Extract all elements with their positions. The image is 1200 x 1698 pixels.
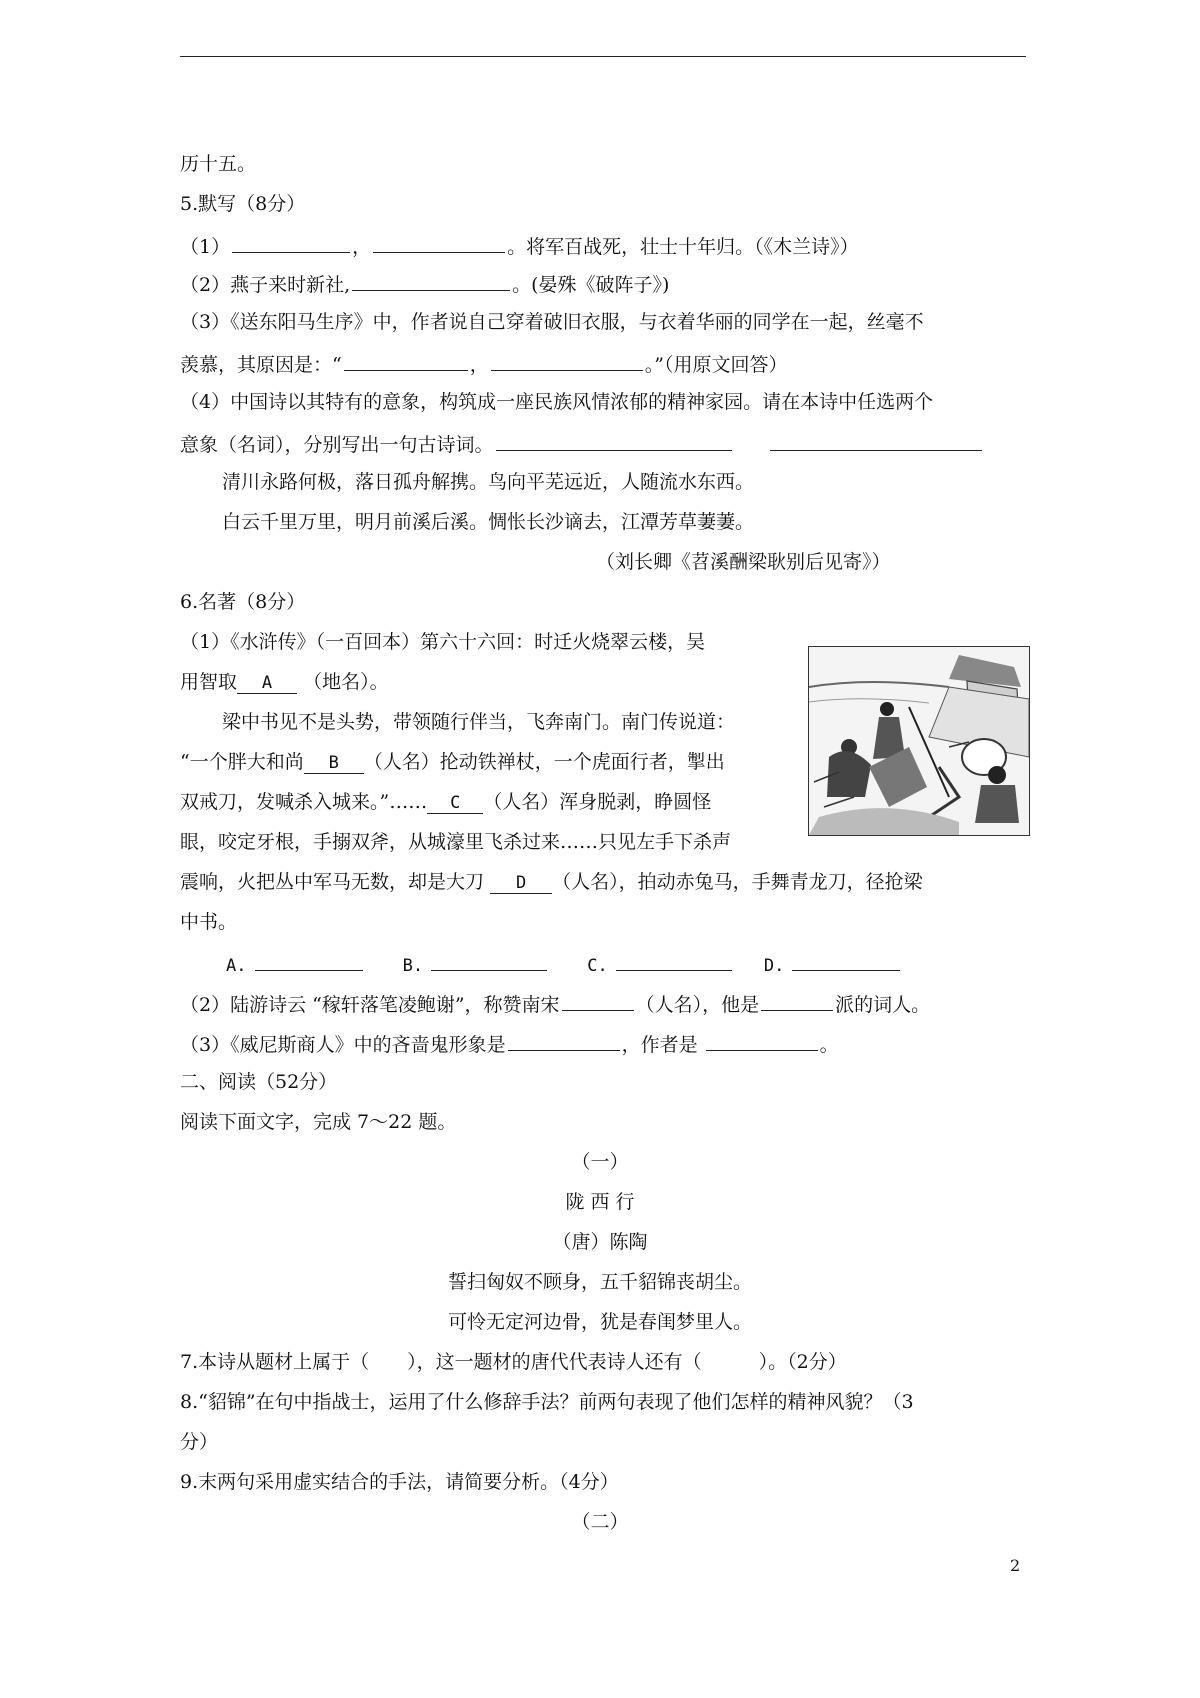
header-rule bbox=[180, 56, 1026, 57]
question-8-line1: 8.“貂锦”在句中指战士，运用了什么修辞手法？前两句表现了他们怎样的精神风貌？（3 bbox=[180, 1391, 914, 1413]
blank-d[interactable]: D bbox=[490, 873, 552, 894]
page-number: 2 bbox=[1010, 1556, 1021, 1575]
q6-line: 双戒刀，发喊杀入城来。”…… C （人名）浑身脱剥，睁圆怪 bbox=[180, 791, 712, 813]
poem-line: 可怜无定河边骨，犹是春闺梦里人。 bbox=[447, 1311, 752, 1333]
blank-a[interactable]: A bbox=[237, 673, 297, 694]
q6-item-3: （3）《威尼斯商人》中的吝啬鬼形象是 ，作者是 。 bbox=[180, 1030, 839, 1057]
q6-line: 梁中书见不是头势，带领随行伴当，飞奔南门。南门传说道： bbox=[222, 711, 736, 733]
question-8-line2: 分） bbox=[180, 1431, 219, 1453]
q6-line: “一个胖大和尚 B （人名）抡动铁禅杖，一个虎面行者，掣出 bbox=[180, 751, 725, 773]
q5-item-4-line2: 意象（名词），分别写出一句古诗词。 bbox=[180, 430, 984, 457]
q6-line: 震响，火把丛中军马无数，却是大刀 D （人名），拍动赤兔马，手舞青龙刀，径抢梁 bbox=[180, 871, 923, 893]
q6-line: 用智取 A （地名）。 bbox=[180, 671, 389, 693]
section-2-title: 二、阅读（52分） bbox=[180, 1071, 338, 1093]
answer-blank[interactable] bbox=[761, 990, 833, 1011]
blank-b[interactable]: B bbox=[304, 753, 364, 774]
q5-item-4-line1: （4）中国诗以其特有的意象，构筑成一座民族风情浓郁的精神家园。请在本诗中任选两个 bbox=[180, 391, 934, 413]
answer-blank[interactable] bbox=[792, 950, 900, 971]
question-9: 9.末两句采用虚实结合的手法，请简要分析。（4分） bbox=[180, 1471, 619, 1493]
answer-blank[interactable] bbox=[255, 950, 363, 971]
answer-blank[interactable] bbox=[770, 430, 982, 451]
poem-author: （唐）陈陶 bbox=[552, 1231, 648, 1253]
question-5-title: 5.默写（8分） bbox=[180, 193, 306, 215]
poem-line: 清川永路何极，落日孤舟解携。鸟向平芜远近，人随流水东西。 bbox=[222, 471, 755, 493]
poem-title: 陇 西 行 bbox=[565, 1191, 635, 1213]
blank-c[interactable]: C bbox=[427, 793, 483, 814]
answer-blank[interactable] bbox=[491, 350, 643, 371]
answer-blank[interactable] bbox=[706, 1030, 818, 1051]
section-2-intro: 阅读下面文字，完成 7～22 题。 bbox=[180, 1111, 457, 1133]
answer-blank[interactable] bbox=[232, 232, 350, 253]
question-6-title: 6.名著（8分） bbox=[180, 591, 306, 613]
answer-blank[interactable] bbox=[508, 1030, 620, 1051]
q5-item-3-line2: 羡慕，其原因是：“ ， 。”（用原文回答） bbox=[180, 350, 787, 377]
q6-item-2: （2）陆游诗云 “稼轩落笔凌鲍谢”，称赞南宋 （人名），他是 派的词人。 bbox=[180, 990, 930, 1017]
poem-line: 誓扫匈奴不顾身，五千貂锦丧胡尘。 bbox=[447, 1271, 752, 1293]
q5-item-1: （1） ， 。将军百战死，壮士十年归。（《木兰诗》） bbox=[180, 232, 859, 259]
part-2-heading: （二） bbox=[571, 1511, 629, 1533]
q6-line: 眼，咬定牙根，手搦双斧，从城濠里飞杀过来……只见左手下杀声 bbox=[180, 831, 732, 853]
answer-blank[interactable] bbox=[352, 270, 510, 291]
answer-blank[interactable] bbox=[496, 430, 732, 451]
text-line: 历十五。 bbox=[180, 153, 257, 175]
poem-line: 白云千里万里，明月前溪后溪。惆怅长沙谪去，江潭芳草萋萋。 bbox=[222, 511, 755, 533]
answer-blank[interactable] bbox=[562, 990, 634, 1011]
q6-line: （1）《水浒传》（一百回本）第六十六回：时迁火烧翠云楼，吴 bbox=[180, 631, 706, 653]
battle-illustration bbox=[808, 646, 1030, 836]
question-7: 7.本诗从题材上属于（ ），这一题材的唐代代表诗人还有（ ）。（2分） bbox=[180, 1351, 847, 1373]
q6-option-row: A. B. C. D. bbox=[226, 950, 902, 978]
answer-blank[interactable] bbox=[344, 350, 468, 371]
answer-blank[interactable] bbox=[616, 950, 732, 971]
q6-line: 中书。 bbox=[180, 911, 238, 933]
answer-blank[interactable] bbox=[431, 950, 547, 971]
q5-item-3-line1: （3）《送东阳马生序》中，作者说自己穿着破旧衣服，与衣着华丽的同学在一起，丝毫不 bbox=[180, 311, 924, 333]
q5-item-2: （2）燕子来时新社, 。(晏殊《破阵子》) bbox=[180, 270, 669, 297]
poem-source: （刘长卿《苕溪酬梁耿别后见寄》） bbox=[596, 551, 891, 573]
answer-blank[interactable] bbox=[373, 232, 505, 253]
part-1-heading: （一） bbox=[571, 1151, 629, 1173]
